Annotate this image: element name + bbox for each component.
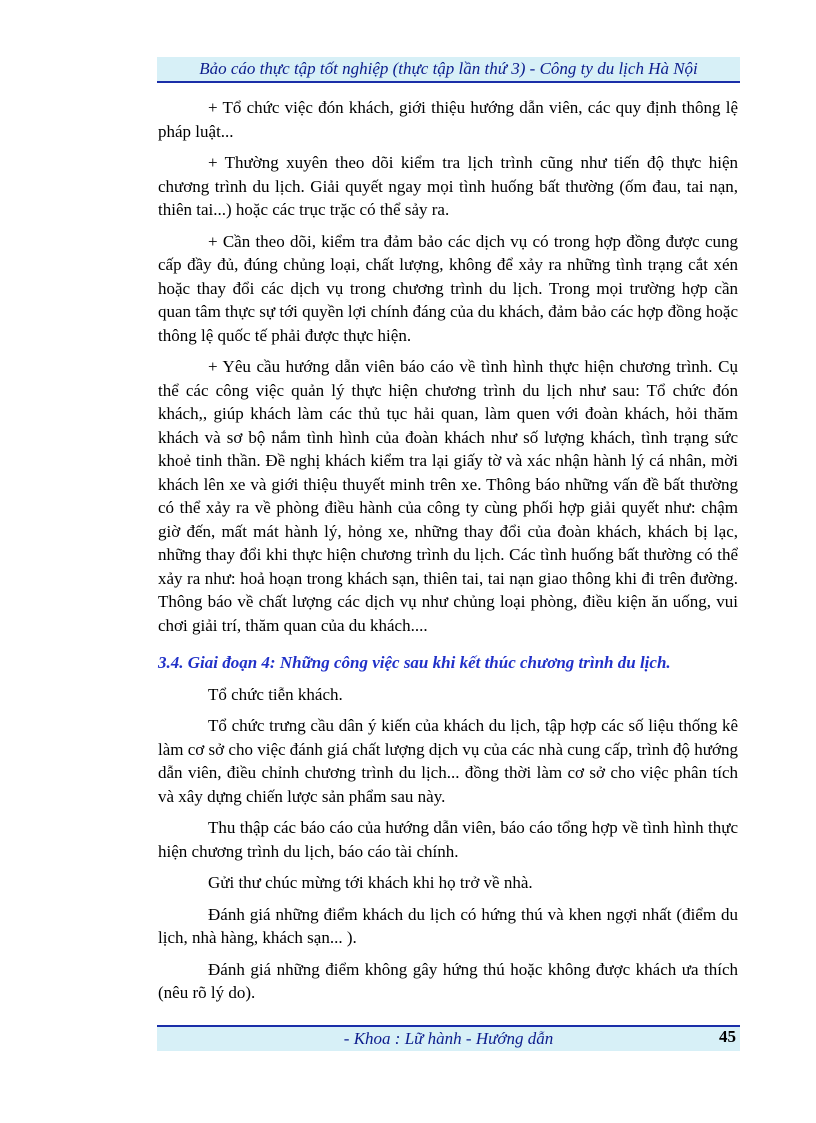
section-heading: 3.4. Giai đoạn 4: Những công việc sau khi kết thúc chương trình du lịch.	[158, 653, 671, 672]
page-number: 45	[719, 1027, 736, 1046]
paragraph: Gửi thư chúc mừng tới khách khi họ trở về nhà.	[208, 873, 533, 892]
document-body	[158, 96, 738, 1013]
paragraph: + Tổ chức việc đón khách, giới thiệu hướng dẫn viên, các quy định thông lệ pháp luật...	[158, 98, 738, 141]
paragraph: + Cần theo dõi, kiểm tra đảm bảo các dịch vụ có trong hợp đồng được cung cấp đầy đủ, đúng chủng loại, chất lượng, không để xảy ra những tình trạng cắt xén hoặc thay đổi các dịch vụ trong chương trình du lịch. Trong mọi trường hợp cần quan tâm thực sự tới quyền lợi chính đáng của du khách, đảm bảo các hợp đồng hoặc thông lệ quốc tế phải được thực hiện.	[158, 231, 738, 345]
paragraph: Đánh giá những điểm khách du lịch có hứng thú và khen ngợi nhất (điểm du lịch, nhà hàng, khách sạn... ).	[158, 904, 738, 947]
paragraph: + Thường xuyên theo dõi kiểm tra lịch trình cũng như tiến độ thực hiện chương trình du lịch. Giải quyết ngay mọi tình huống bất thường (ốm đau, tai nạn, thiên tai...) hoặc các trục trặc có thể sảy ra.	[158, 153, 738, 219]
paragraph: + Yêu cầu hướng dẫn viên báo cáo về tình hình thực hiện chương trình. Cụ thể các công việc quản lý thực hiện chương trình du lịch như sau: Tổ chức đón khách,, giúp khách làm các thủ tục hải quan, làm quen với đoàn khách, hỏi thăm khách và sơ bộ nắm tình hình của đoàn khách như số lượng khách, tình trạng sức khoẻ tinh thần. Đề nghị khách kiểm tra lại giấy tờ và xác nhận hành lý cá nhân, mời khách lên xe và giới thiệu thuyết minh trên xe. Thông báo những vấn đề bất thường có thể xảy ra về phòng điều hành của công ty cùng phối hợp giải quyết như: chậm giờ đến, mất mát hành lý, hỏng xe, những thay đổi của đoàn khách, khách bị lạc, những thay đổi khi thực hiện chương trình du lịch. Các tình huống bất thường có thể xảy ra như: hoả hoạn trong khách sạn, thiên tai, tai nạn giao thông khi đi trên đường. Thông báo về chất lượng các dịch vụ như chủng loại phòng, điều kiện ăn uống, vui chơi giải trí, thăm quan của du khách....	[158, 357, 738, 635]
paragraph: Tổ chức tiễn khách.	[208, 684, 343, 704]
page-footer	[157, 1025, 740, 1051]
header-title: Bảo cáo thực tập tốt nghiệp (thực tập lần thứ 3) - Công ty du lịch Hà Nội	[199, 59, 698, 78]
footer-text: - Khoa : Lữ hành - Hướng dẫn	[343, 1029, 554, 1048]
paragraph: Đánh giá những điểm không gây hứng thú hoặc không được khách ưa thích (nêu rõ lý do).	[158, 959, 738, 1002]
paragraph: Thu thập các báo cáo của hướng dẫn viên, báo cáo tổng hợp về tình hình thực hiện chương trình du lịch, báo cáo tài chính.	[158, 818, 738, 861]
page-header	[157, 57, 740, 83]
paragraph: Tổ chức trưng cầu dân ý kiến của khách du lịch, tập hợp các số liệu thống kê làm cơ sở cho việc đánh giá chất lượng dịch vụ của các nhà cung cấp, trình độ hướng dẫn viên, điều chỉnh chương trình du lịch... đồng thời làm cơ sở cho việc phân tích và xây dựng chiến lược sản phẩm sau này.	[158, 716, 738, 806]
